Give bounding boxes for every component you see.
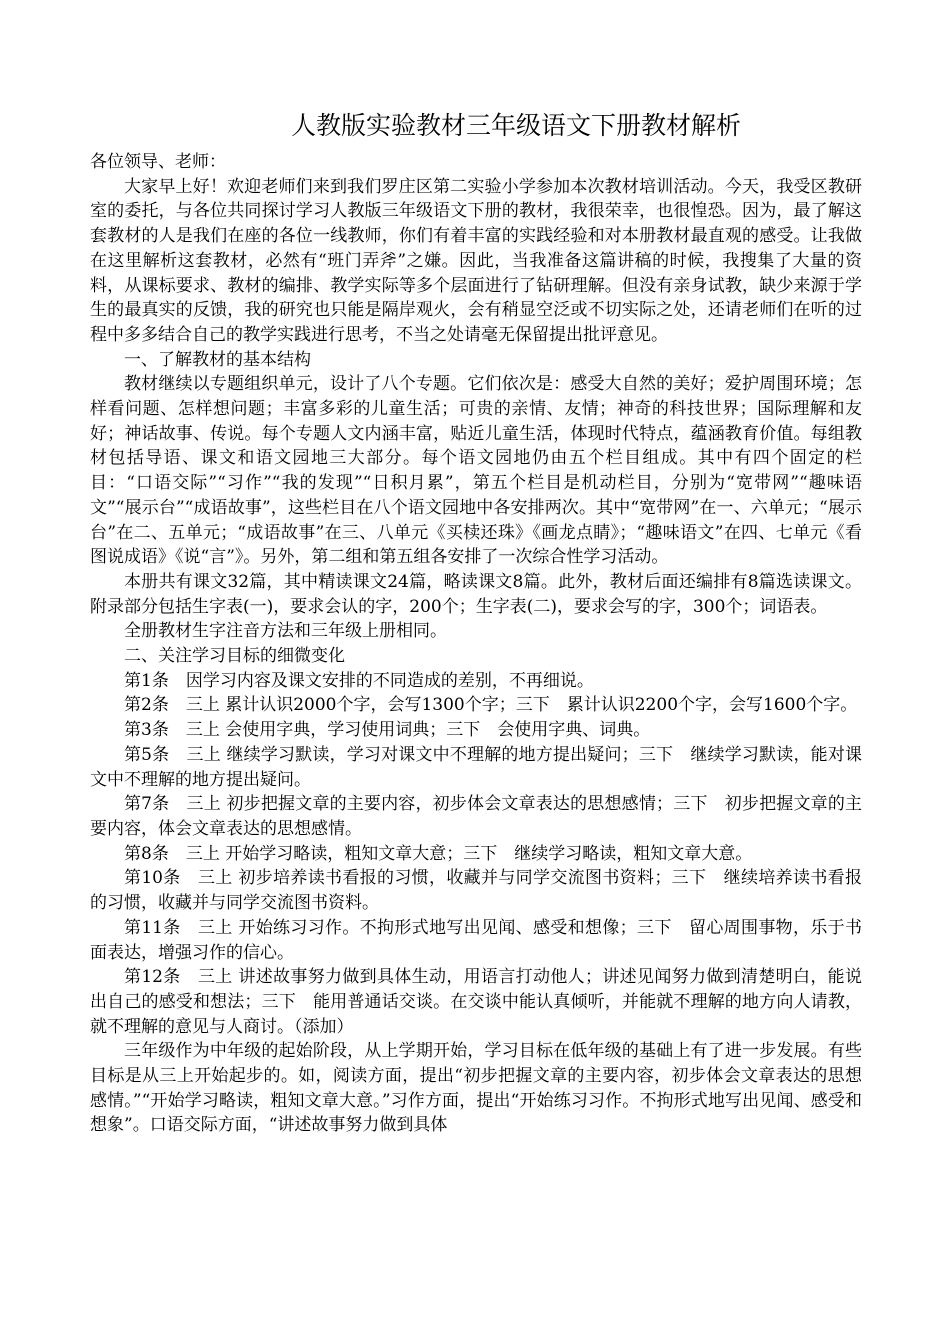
goal-item: 第3条 三上 会使用字典，学习使用词典；三下 会使用字典、词典。 bbox=[124, 720, 651, 741]
paragraph: 大家早上好！欢迎老师们来到我们罗庄区第二实验小学参加本次教材培训活动。今天，我受区教研室的委托，与各位共同探讨学习人教版三年级语文下册的教材，我很荣幸，也很惶恐。因为，最了解这套教材的人是我们在座的各位一线教师，你们有着丰富的实践经验和对本册教材最直观的感受。让我做在这里解析这套教材，必然有“班门弄斧”之嫌。因此，当我准备这篇讲稿的时候，我搜集了大量的资料，从课标要求、教材的编排、教学实际等多个层面进行了钻研理解。但没有亲身试教，缺少来源于学生的最真实的反馈，我的研究也只能是隔岸观火，会有稍显空泛或不切实际之处，还请老师们在听的过程中多多结合自己的教学实践进行思考，不当之处请毫无保留提出批评意见。 bbox=[90, 176, 862, 345]
document-title: 人教版实验教材三年级语文下册教材解析 bbox=[290, 111, 741, 140]
paragraph: 三年级作为中年级的起始阶段，从上学期开始，学习目标在低年级的基础上有了进一步发展。有些目标是从三上开始起步的。如，阅读方面，提出“初步把握文章的主要内容，初步体会文章表达的思想感情。”“开始学习略读，粗知文章大意。”习作方面，提出“开始练习习作。不拘形式地写出见闻、感受和想象”。口语交际方面，“讲述故事努力做到具体 bbox=[90, 1041, 862, 1136]
goal-item: 第8条 三上 开始学习略读，粗知文章大意；三下 继续学习略读，粗知文章大意。 bbox=[124, 843, 753, 864]
goal-item: 第12条 三上 讲述故事努力做到具体生动，用语言打动他人；讲述见闻努力做到清楚明白，能说出自己的感受和想法；三下 能用普通话交谈。在交谈中能认真倾听，并能就不理解的地方向人请教，就不理解的意见与人商讨。（添加） bbox=[90, 967, 862, 1037]
paragraph: 教材继续以专题组织单元，设计了八个专题。它们依次是：感受大自然的美好；爱护周围环境；怎样看问题、怎样想问题；丰富多彩的儿童生活；可贵的亲情、友情；神奇的科技世界；国际理解和友好；神话故事、传说。每个专题人文内涵丰富，贴近儿童生活，体现时代特点，蕴涵教育价值。每组教材包括导语、课文和语文园地三大部分。每个语文园地仍由五个栏目组成。其中有四个固定的栏目：“口语交际”“习作”“我的发现”“日积月累”，第五个栏目是机动栏目，分别为“宽带网”“趣味语文”“展示台”“成语故事”，这些栏目在八个语文园地中各安排两次。其中“宽带网”在一、六单元；“展示台”在二、五单元；“成语故事”在三、八单元《买椟还珠》《画龙点睛》；“趣味语文”在四、七单元《看图说成语》《说“言”》。另外，第二组和第五组各安排了一次综合性学习活动。 bbox=[90, 374, 862, 568]
document-page bbox=[90, 104, 862, 1138]
goal-item: 第2条 三上 累计认识2000个字，会写1300个字；三下 累计认识2200个字，会写1600个字。 bbox=[124, 695, 858, 716]
goal-item: 第11条 三上 开始练习习作。不拘形式地写出见闻、感受和想像；三下 留心周围事物，乐于书面表达，增强习作的信心。 bbox=[90, 917, 862, 963]
section-heading: 二、关注学习目标的细微变化 bbox=[124, 646, 345, 667]
salutation: 各位领导、老师： bbox=[90, 152, 226, 172]
goal-item: 第1条 因学习内容及课文安排的不同造成的差别，不再细说。 bbox=[124, 670, 594, 691]
document-body bbox=[90, 150, 862, 1138]
goal-item: 第5条 三上 继续学习默读，学习对课文中不理解的地方提出疑问；三下 继续学习默读，能对课文中不理解的地方提出疑问。 bbox=[90, 744, 862, 790]
goal-item: 第10条 三上 初步培养读书看报的习惯，收藏并与同学交流图书资料；三下 继续培养读书看报的习惯，收藏并与同学交流图书资料。 bbox=[90, 868, 862, 914]
paragraph: 本册共有课文32篇，其中精读课文24篇，略读课文8篇。此外，教材后面还编排有8篇选读课文。附录部分包括生字表(一)，要求会认的字，200个；生字表(二)，要求会写的字，300个；词语表。 bbox=[90, 571, 862, 617]
paragraph: 全册教材生字注音方法和三年级上册相同。 bbox=[124, 621, 447, 642]
section-heading: 一、了解教材的基本结构 bbox=[124, 349, 311, 370]
goal-item: 第7条 三上 初步把握文章的主要内容，初步体会文章表达的思想感情；三下 初步把握文章的主要内容，体会文章表达的思想感情。 bbox=[90, 794, 862, 839]
